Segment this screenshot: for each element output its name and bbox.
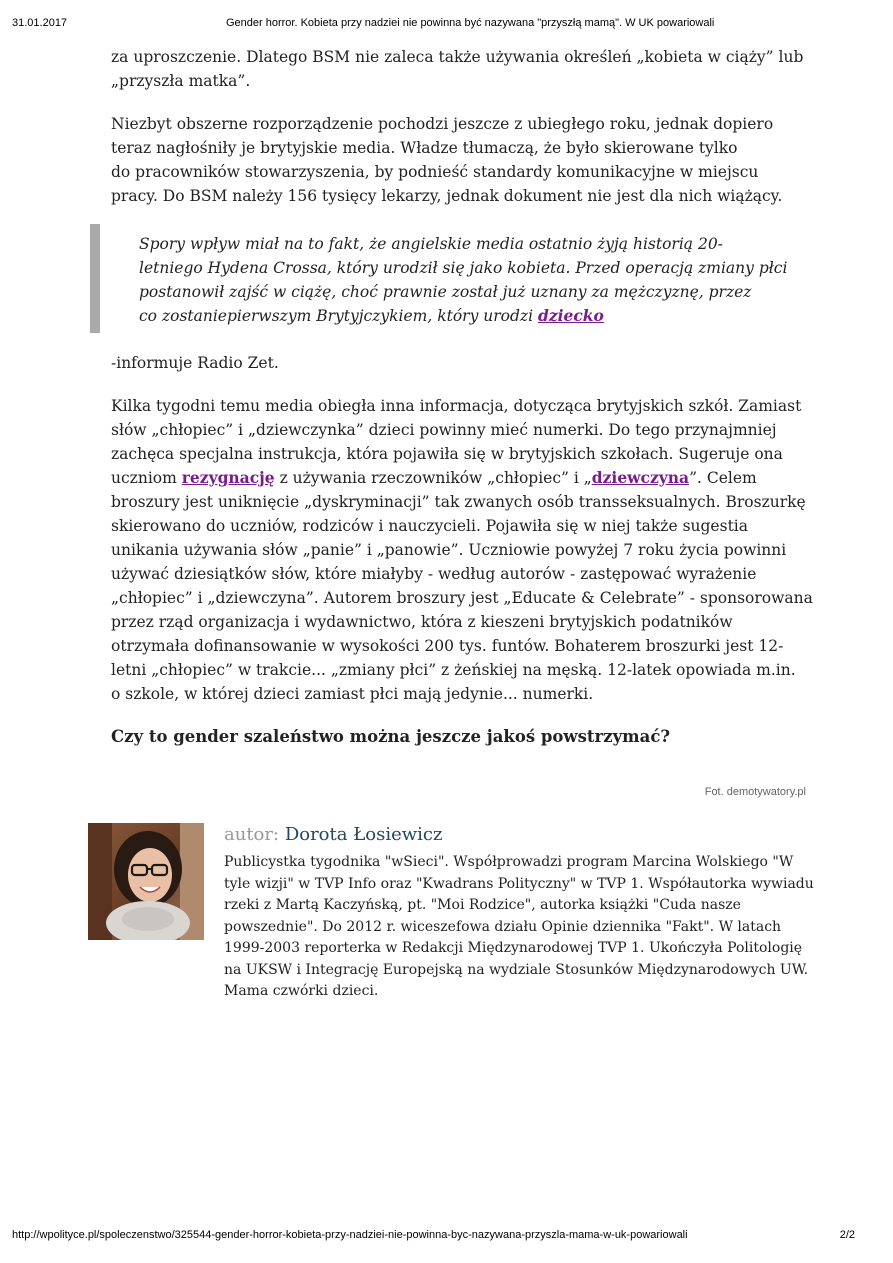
author-name-link[interactable]: Dorota Łosiewicz	[284, 824, 443, 845]
text-line: broszury jest uniknięcie „dyskryminacji” tak zwanych osób transseksualnych. Broszurkę	[111, 493, 806, 511]
text-line: zachęca specjalna instrukcja, która pojawiła się w brytyjskich szkołach. Sugeruje ona	[111, 445, 783, 463]
text-line: o szkole, w której dzieci zamiast płci mają jedynie... numerki.	[111, 685, 594, 703]
text-line: teraz nagłośniły je brytyjskie media. Władze tłumaczą, że było skierowane tylko	[111, 139, 738, 157]
text-line: letni „chłopiec” w trakcie... „zmiany płci” z żeńskiej na męską. 12-latek opowiada m.in.	[111, 661, 796, 679]
question-heading: Czy to gender szaleństwo można jeszcze jakoś powstrzymać?	[111, 727, 671, 746]
text-segment: z używania rzeczowników „chłopiec” i „	[274, 469, 592, 487]
link-dziecko[interactable]: dziecko	[537, 306, 604, 325]
text-line: Niezbyt obszerne rozporządzenie pochodzi jeszcze z ubiegłego roku, jednak dopiero	[111, 115, 774, 133]
text-line: pracy. Do BSM należy 156 tysięcy lekarzy, jednak dokument nie jest dla nich wiążący.	[111, 187, 783, 205]
text-line: Kilka tygodni temu media obiegła inna informacja, dotycząca brytyjskich szkół. Zamiast	[111, 397, 802, 415]
paragraph-2	[111, 112, 801, 208]
text-segment: ”. Celem	[689, 469, 757, 487]
quote-text: co zostaniepierwszym Brytyjczykiem, który urodzi	[139, 307, 538, 325]
author-heading	[224, 824, 442, 845]
text-line	[111, 466, 801, 490]
print-date: 31.01.2017	[12, 17, 68, 29]
link-rezygnacje[interactable]: rezygnację	[181, 468, 275, 487]
quote-source: -informuje Radio Zet.	[111, 354, 279, 372]
text-line: „przyszła matka”.	[111, 72, 251, 90]
author-label: autor:	[224, 824, 280, 845]
author-avatar[interactable]	[88, 823, 204, 940]
author-portrait-image	[88, 823, 204, 940]
text-line: przez rząd organizacja i wydawnictwo, która z kieszeni brytyjskich podatników	[111, 613, 733, 631]
print-url: http://wpolityce.pl/spoleczenstwo/325544-gender-horror-kobieta-przy-nadziei-nie-powinna-byc-nazywana-przyszla-mama-w-uk-powariowali	[12, 1229, 688, 1241]
quote-line	[139, 304, 799, 328]
text-line: skierowano do uczniów, rodziców i nauczycieli. Pojawiła się w niej także sugestia	[111, 517, 748, 535]
blockquote	[139, 232, 799, 328]
blockquote-bar	[90, 224, 100, 333]
print-page-number: 2/2	[839, 1229, 855, 1241]
text-line: „chłopiec” i „dziewczyna”. Autorem broszury jest „Educate & Celebrate” - sponsorowana	[111, 589, 813, 607]
text-line: do pracowników stowarzyszenia, by podnieść standardy komunikacyjne w miejscu	[111, 163, 759, 181]
quote-line: postanowił zajść w ciążę, choć prawnie został już uznany za mężczyznę, przez	[139, 283, 752, 301]
link-dziewczyna[interactable]: dziewczyna	[591, 468, 690, 487]
paragraph-3	[111, 394, 813, 706]
text-line: otrzymała dofinansowanie w wysokości 200 tys. funtów. Bohaterem broszurki jest 12-	[111, 637, 784, 655]
paragraph-1	[111, 45, 804, 93]
print-page-title: Gender horror. Kobieta przy nadziei nie powinna być nazywana "przyszłą mamą". W UK powariowali	[226, 17, 715, 29]
text-line: unikania używania słów „panie” i „panowie”. Uczniowie powyżej 7 roku życia powinni	[111, 541, 787, 559]
author-bio: Publicystka tygodnika "wSieci". Współprowadzi program Marcina Wolskiego "W tyle wizji" w TVP Info oraz "Kwadrans Polityczny" w TVP 1. Współautorka wywiadu rzeki z Martą Kaczyńską, pt. "Moi Rodzice", autorka książki "Cuda nasze powszednie". Do 2012 r. wiceszefowa działu Opinie dziennika "Fakt". W latach 1999-2003 reporterka w Redakcji Międzynarodowej TVP 1. Ukończyła Politologię na UKSW i Integrację Europejską na wydziale Stosunków Międzynarodowych UW. Mama czwórki dzieci.	[224, 854, 814, 999]
quote-line: Spory wpływ miał na to fakt, że angielskie media ostatnio żyją historią 20-	[139, 235, 723, 253]
text-line: za uproszczenie. Dlatego BSM nie zaleca także używania określeń „kobieta w ciąży” lub	[111, 48, 804, 66]
quote-line: letniego Hydena Crossa, który urodził się jako kobieta. Przed operacją zmiany płci	[139, 259, 788, 277]
photo-credit: Fot. demotywatory.pl	[704, 786, 806, 798]
text-line: słów „chłopiec” i „dziewczynka” dzieci powinny mieć numerki. Do tego przynajmniej	[111, 421, 777, 439]
text-segment: uczniom	[111, 469, 182, 487]
text-line: używać dziesiątków słów, które miałyby - według autorów - zastępować wyrażenie	[111, 565, 757, 583]
